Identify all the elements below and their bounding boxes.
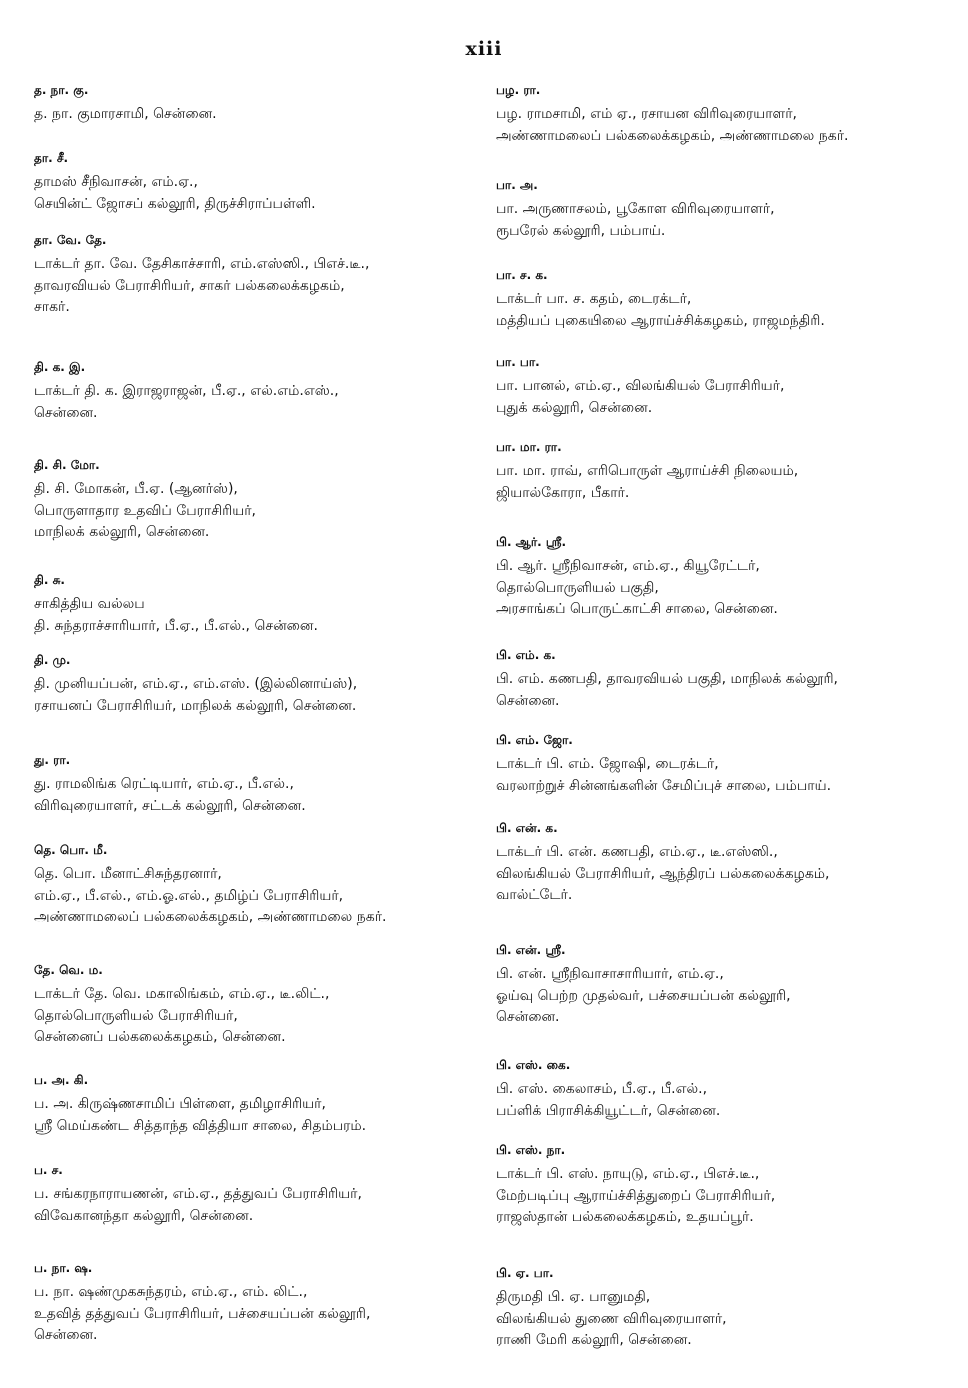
contributor-entry: [496, 354, 941, 419]
contributor-abbreviation: பா. பா.: [496, 355, 540, 369]
contributor-abbreviation: பா. ச. க.: [496, 268, 548, 282]
contributor-detail-line: டாக்டர் பி. என். கணபதி, எம்.ஏ., டீ.எஸ்ஸி.,: [496, 844, 778, 860]
contributor-detail-line: விரிவுரையாளர், சட்டக் கல்லூரி, சென்னை.: [34, 797, 306, 814]
contributor-abbreviation: பி. எம். ஜோ.: [496, 733, 573, 747]
contributor-detail-line: தெ. பொ. மீனாட்சிசுந்தரனார்,: [34, 866, 222, 882]
contributor-detail-line: பி. எஸ். கைலாசம், பீ.ஏ., பீ.எல்.,: [496, 1081, 708, 1097]
contributor-abbreviation: தி. சு.: [34, 573, 65, 587]
contributor-entry: [34, 1260, 474, 1347]
contributor-abbreviation: தி. மு.: [34, 653, 71, 667]
contributor-abbreviation: பி. என். க.: [496, 821, 558, 835]
contributor-entry: [34, 752, 474, 817]
contributor-entry: [34, 652, 474, 717]
contributor-abbreviation: தி. க. இ.: [34, 360, 86, 374]
contributor-abbreviation: பி. எஸ். கை.: [496, 1058, 571, 1072]
contributor-entry: [496, 820, 941, 907]
contributor-detail-line: ராணி மேரி கல்லூரி, சென்னை.: [496, 1332, 692, 1348]
contributor-detail-line: பொருளாதார உதவிப் பேராசிரியர்,: [34, 502, 256, 519]
contributor-detail-line: உதவித் தத்துவப் பேராசிரியர், பச்சையப்பன் கல்லூரி,: [34, 1305, 371, 1322]
contributor-entry: [496, 1142, 941, 1229]
contributor-detail-line: ப. அ. கிருஷ்ணசாமிப் பிள்ளை, தமிழாசிரியர்,: [34, 1096, 326, 1112]
contributor-detail-line: தொல்பொருளியல் பேராசிரியர்,: [34, 1007, 238, 1024]
contributor-detail-line: விவேகானந்தா கல்லூரி, சென்னை.: [34, 1207, 254, 1224]
contributor-detail-line: அரசாங்கப் பொருட்காட்சி சாலை, சென்னை.: [496, 601, 778, 617]
contributor-entry: [34, 572, 474, 637]
contributor-entry: [496, 177, 941, 242]
contributor-detail-line: சென்னை.: [34, 404, 98, 421]
contributor-detail-line: மத்தியப் புகையிலை ஆராய்ச்சிக்கழகம், ராஜமந்திரி.: [496, 312, 825, 329]
contributor-detail-line: ப. நா. ஷண்முகசுந்தரம், எம்.ஏ., எம். லிட்.,: [34, 1284, 308, 1300]
contributor-detail-line: பி. என். ஸ்ரீநிவாசாசாரியார், எம்.ஏ.,: [496, 966, 724, 982]
contributor-detail-line: வரலாற்றுச் சின்னங்களின் சேமிப்புச் சாலை, பம்பாய்.: [496, 777, 832, 794]
contributor-detail-line: விலங்கியல் துணை விரிவுரையாளர்,: [496, 1310, 727, 1327]
contributor-detail-line: ஸ்ரீ மெய்கண்ட சித்தாந்த வித்தியா சாலை, சிதம்பரம்.: [34, 1117, 367, 1134]
contributor-detail-line: சென்னை.: [34, 1327, 98, 1343]
contributor-entry: [496, 942, 941, 1029]
contributor-entry: [496, 534, 941, 621]
contributor-detail-line: ப. சங்கரநாராயணன், எம்.ஏ., தத்துவப் பேராசிரியர்,: [34, 1186, 362, 1202]
contributor-abbreviation: தா. வே. தே.: [34, 233, 107, 247]
contributor-detail-line: எம்.ஏ., பீ.எல்., எம்.ஓ.எல்., தமிழ்ப் பேராசிரியர்,: [34, 887, 344, 904]
contributor-entry: [496, 267, 941, 332]
contributor-entry: [496, 647, 941, 712]
contributor-detail-line: ரூபரேல் கல்லூரி, பம்பாய்.: [496, 222, 666, 239]
contributor-detail-line: தி. முனியப்பன், எம்.ஏ., எம்.எஸ். (இல்லினாய்ஸ்),: [34, 676, 358, 692]
contributor-detail-line: சென்னைப் பல்கலைக்கழகம், சென்னை.: [34, 1029, 286, 1045]
contributor-abbreviation: தே. வெ. ம.: [34, 963, 103, 977]
contributor-entry: [34, 359, 474, 424]
contributor-abbreviation: ப. அ. கி.: [34, 1073, 89, 1087]
contributor-abbreviation: பி. என். ஸ்ரீ.: [496, 943, 566, 957]
contributor-detail-line: செயின்ட் ஜோசப் கல்லூரி, திருச்சிராப்பள்ளி.: [34, 195, 316, 212]
contributor-abbreviation: தா. சீ.: [34, 151, 69, 165]
contributor-detail-line: அண்ணாமலைப் பல்கலைக்கழகம், அண்ணாமலை நகர்.: [34, 909, 387, 925]
contributor-entry: [34, 1072, 474, 1137]
contributor-detail-line: பி. ஆர். ஸ்ரீநிவாசன், எம்.ஏ., கியூரேட்டர்,: [496, 558, 760, 574]
contributor-detail-line: வால்ட்டேர்.: [496, 887, 573, 903]
contributor-detail-line: ஓய்வு பெற்ற முதல்வர், பச்சையப்பன் கல்லூரி,: [496, 987, 791, 1004]
contributor-abbreviation: பி. ஆர். ஸ்ரீ.: [496, 535, 567, 549]
contributor-detail-line: சென்னை.: [496, 1009, 560, 1025]
contributor-abbreviation: ப. ச.: [34, 1163, 63, 1177]
contributor-detail-line: பழ. ராமசாமி, எம் ஏ., ரசாயன விரிவுரையாளர்,: [496, 106, 797, 122]
contributor-abbreviation: பி. எஸ். நா.: [496, 1143, 566, 1157]
contributor-entry: [496, 439, 941, 504]
contributor-detail-line: புதுக் கல்லூரி, சென்னை.: [496, 399, 653, 416]
contributor-detail-line: டாக்டர் தா. வே. தேசிகாச்சாரி, எம்.எஸ்ஸி., பிஎச்.டீ.,: [34, 256, 370, 272]
contributor-detail-line: தி. சுந்தராச்சாரியார், பீ.ஏ., பீ.எல்., சென்னை.: [34, 617, 318, 634]
contributor-detail-line: சென்னை.: [496, 692, 560, 709]
contributor-abbreviation: தி. சி. மோ.: [34, 458, 100, 472]
contributor-detail-line: விலங்கியல் பேராசிரியர், ஆந்திரப் பல்கலைக்கழகம்,: [496, 865, 830, 882]
contributor-detail-line: ராஜஸ்தான் பல்கலைக்கழகம், உதயப்பூர்.: [496, 1209, 754, 1225]
contributor-detail-line: த. நா. குமாரசாமி, சென்னை.: [34, 106, 217, 122]
contributor-detail-line: டாக்டர் பா. ச. கதம், டைரக்டர்,: [496, 291, 692, 307]
page-number: xiii: [465, 38, 503, 60]
contributor-entry: [34, 82, 474, 126]
contributor-detail-line: தாவரவியல் பேராசிரியர், சாகர் பல்கலைக்கழகம்,: [34, 277, 345, 294]
contributor-detail-line: தாமஸ் சீநிவாசன், எம்.ஏ.,: [34, 174, 198, 190]
contributor-detail-line: மாநிலக் கல்லூரி, சென்னை.: [34, 524, 210, 540]
contributor-abbreviation: பழ. ரா.: [496, 83, 541, 97]
contributor-entry: [34, 150, 474, 215]
contributor-abbreviation: ப. நா. ஷ.: [34, 1261, 93, 1275]
contributor-entry: [34, 232, 474, 319]
contributor-detail-line: பா. அருணாசலம், பூகோள விரிவுரையாளர்,: [496, 201, 775, 217]
contributor-abbreviation: த. நா. கு.: [34, 83, 89, 97]
contributor-detail-line: மேற்படிப்பு ஆராய்ச்சித்துறைப் பேராசிரியர்,: [496, 1187, 776, 1204]
contributor-detail-line: ஜியால்கோரா, பீகார்.: [496, 484, 630, 501]
contributor-entry: [34, 842, 474, 929]
contributor-detail-line: சாகர்.: [34, 299, 70, 315]
contributor-detail-line: டாக்டர் பி. எஸ். நாயுடு, எம்.ஏ., பிஎச்.டீ.,: [496, 1166, 760, 1182]
contributor-entry: [34, 457, 474, 544]
contributor-detail-line: திருமதி பி. ஏ. பானுமதி,: [496, 1289, 651, 1305]
contributor-detail-line: அண்ணாமலைப் பல்கலைக்கழகம், அண்ணாமலை நகர்.: [496, 127, 849, 144]
contributor-detail-line: சாகித்திய வல்லப: [34, 596, 145, 612]
contributor-detail-line: ரசாயனப் பேராசிரியர், மாநிலக் கல்லூரி, சென்னை.: [34, 697, 357, 714]
contributor-detail-line: பி. எம். கணபதி, தாவரவியல் பகுதி, மாநிலக் கல்லூரி,: [496, 671, 838, 687]
contributor-entry: [496, 1057, 941, 1122]
contributor-entry: [496, 1265, 941, 1352]
contributor-entry: [496, 732, 941, 797]
contributor-abbreviation: பி. எம். க.: [496, 648, 556, 662]
contributor-detail-line: பா. மா. ராவ், எரிபொருள் ஆராய்ச்சி நிலையம்,: [496, 463, 799, 479]
contributor-detail-line: தி. சி. மோகன், பீ.ஏ. (ஆனர்ஸ்),: [34, 481, 238, 497]
contributor-detail-line: து. ராமலிங்க ரெட்டியார், எம்.ஏ., பீ.எல்.,: [34, 776, 294, 792]
contributor-entry: [34, 962, 474, 1049]
contributor-abbreviation: பா. மா. ரா.: [496, 440, 562, 454]
contributor-detail-line: டாக்டர் தி. க. இராஜராஜன், பீ.ஏ., எல்.எம்.எஸ்.,: [34, 383, 339, 399]
contributor-abbreviation: பா. அ.: [496, 178, 538, 192]
contributor-detail-line: பா. பானல், எம்.ஏ., விலங்கியல் பேராசிரியர்,: [496, 378, 785, 394]
contributor-detail-line: டாக்டர் தே. வெ. மகாலிங்கம், எம்.ஏ., டீ.லிட்.,: [34, 986, 330, 1002]
contributor-detail-line: பப்ளிக் பிராசிக்கியூட்டர், சென்னை.: [496, 1102, 721, 1119]
contributor-detail-line: தொல்பொருளியல் பகுதி,: [496, 579, 659, 596]
contributor-abbreviation: தெ. பொ. மீ.: [34, 843, 108, 857]
contributor-abbreviation: பி. ஏ. பா.: [496, 1266, 554, 1280]
contributor-entry: [496, 82, 941, 147]
contributor-entry: [34, 1162, 474, 1227]
contributor-abbreviation: து. ரா.: [34, 753, 71, 767]
contributor-detail-line: டாக்டர் பி. எம். ஜோஷி, டைரக்டர்,: [496, 756, 719, 772]
